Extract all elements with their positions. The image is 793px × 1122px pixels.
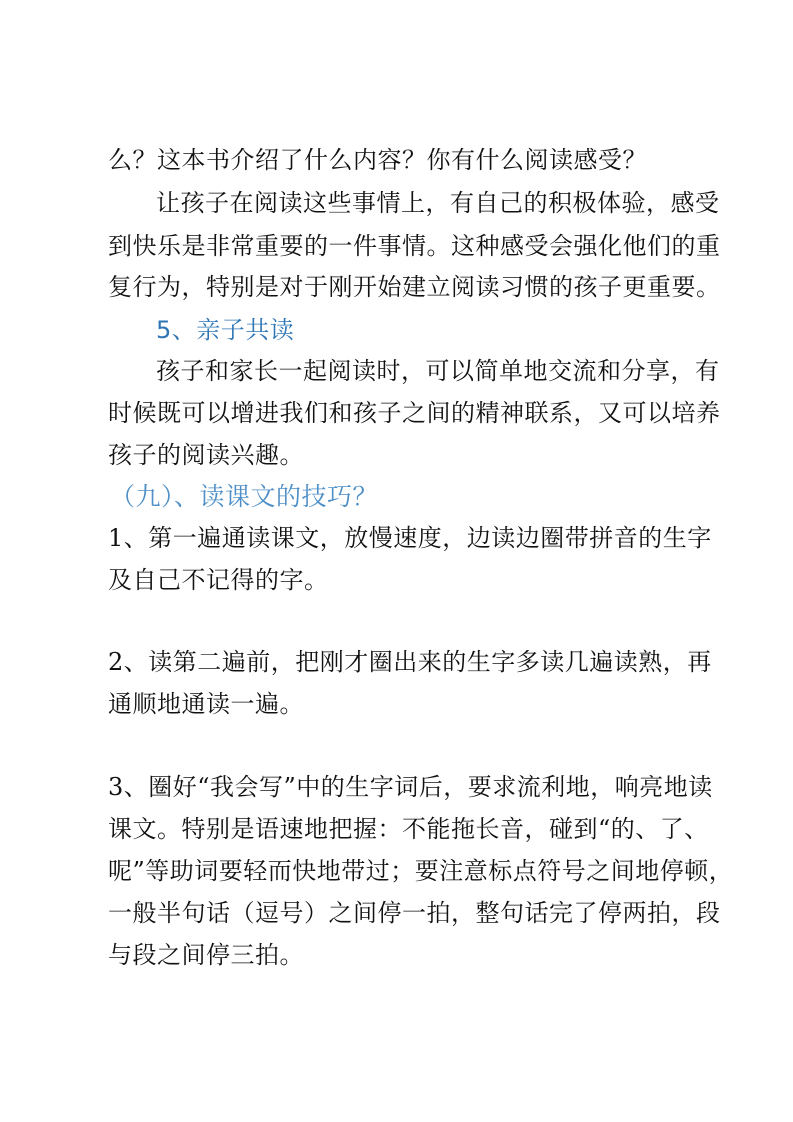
- list-item-line: 1、第一遍通读课文，放慢速度，边读边圈带拼音的生字: [108, 524, 712, 552]
- paragraph-line: 么？这本书介绍了什么内容？你有什么阅读感受？: [108, 146, 647, 174]
- list-item-line: 一般半句话（逗号）之间停一拍，整句话完了停两拍，段: [108, 899, 721, 927]
- list-item-line: 呢”等助词要轻而快地带过；要注意标点符号之间地停顿，: [108, 857, 734, 885]
- list-item-line: 课文。特别是语速地把握：不能拖长音，碰到“的、了、: [108, 815, 709, 843]
- paragraph-line: 时候既可以增进我们和孩子之间的精神联系，又可以培养: [108, 399, 721, 427]
- section-heading-9: （九）、读课文的技巧？: [110, 482, 379, 511]
- section-heading-5: 5、亲子共读: [156, 316, 295, 344]
- list-item-line: 及自己不记得的字。: [108, 566, 329, 594]
- list-item-line: 与段之间停三拍。: [108, 941, 304, 969]
- list-item-line: 3、圈好“我会写”中的生字词后，要求流利地，响亮地读: [108, 773, 713, 801]
- paragraph-line: 到快乐是非常重要的一件事情。这种感受会强化他们的重: [108, 232, 721, 260]
- list-item-line: 通顺地通读一遍。: [108, 690, 304, 718]
- paragraph-line: 让孩子在阅读这些事情上，有自己的积极体验，感受: [156, 189, 720, 217]
- paragraph-line: 复行为，特别是对于刚开始建立阅读习惯的孩子更重要。: [108, 273, 721, 301]
- list-item-line: 2、读第二遍前，把刚才圈出来的生字多读几遍读熟，再: [108, 648, 712, 676]
- paragraph-line: 孩子和家长一起阅读时，可以简单地交流和分享，有: [156, 357, 720, 385]
- paragraph-line: 孩子的阅读兴趣。: [108, 441, 304, 469]
